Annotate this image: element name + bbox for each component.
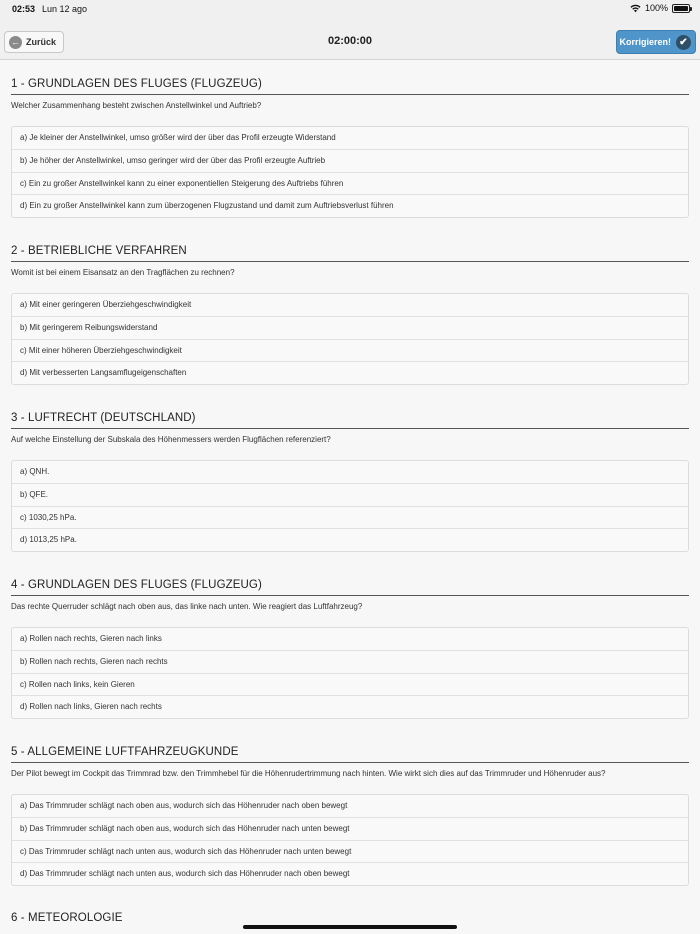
section-heading: 3 - LUFTRECHT (DEUTSCHLAND) xyxy=(11,412,689,429)
status-bar xyxy=(0,0,700,20)
answer-list xyxy=(11,460,689,552)
correct-button[interactable] xyxy=(616,30,696,54)
question-text: Der Pilot bewegt im Cockpit das Trimmrad bzw. den Trimmhebel für die Höhenrudertrimmung nach hinten. Wie wirkt sich dies auf das Trimmruder und Höhenruder aus? xyxy=(11,769,606,778)
status-time: 02:53 xyxy=(12,4,36,14)
question-text: Auf welche Einstellung der Subskala des Höhenmessers werden Flugflächen referenziert? xyxy=(11,435,331,444)
answer-option-d[interactable]: d) Rollen nach links, Gieren nach rechts xyxy=(12,695,688,717)
answer-option-a[interactable]: a) Rollen nach rechts, Gieren nach links xyxy=(20,634,162,643)
nav-bar xyxy=(0,20,700,60)
answer-option-d[interactable]: d) Ein zu großer Anstellwinkel kann zum überzogenen Flugzustand und damit zum Auftriebsverlust führen xyxy=(12,194,688,216)
answer-option-b[interactable]: b) Rollen nach rechts, Gieren nach rechts xyxy=(12,650,688,672)
back-button-label: Zurück xyxy=(26,37,57,47)
correct-button-label: Korrigieren! xyxy=(619,37,671,47)
answer-option-d[interactable]: d) Mit verbesserten Langsamflugeigenschaften xyxy=(12,361,688,383)
answer-option-a[interactable]: a) QNH. xyxy=(20,467,50,476)
status-right xyxy=(630,3,690,13)
status-date: Lun 12 ago xyxy=(42,4,88,14)
answer-option-b[interactable]: b) QFE. xyxy=(12,483,688,505)
answer-option-a[interactable]: a) Je kleiner der Anstellwinkel, umso größer wird der über das Profil erzeugte Widerstand xyxy=(20,133,336,142)
answer-list xyxy=(11,794,689,886)
answer-list xyxy=(11,627,689,719)
section-heading: 5 - ALLGEMEINE LUFTFAHRZEUGKUNDE xyxy=(11,746,689,763)
question-section-5 xyxy=(11,746,689,886)
home-indicator[interactable] xyxy=(243,925,457,929)
answer-option-b[interactable]: b) Je höher der Anstellwinkel, umso geringer wird der über das Profil erzeugte Auftrieb xyxy=(12,149,688,171)
answer-option-c[interactable]: c) Ein zu großer Anstellwinkel kann zu einer exponentiellen Steigerung des Auftriebs führen xyxy=(12,172,688,194)
battery-icon xyxy=(672,4,690,13)
answer-option-c[interactable]: c) Das Trimmruder schlägt nach unten aus, wodurch sich das Höhenruder nach unten bewegt xyxy=(12,840,688,862)
answer-option-a[interactable]: a) Das Trimmruder schlägt nach oben aus, wodurch sich das Höhenruder nach oben bewegt xyxy=(20,801,348,810)
answer-option-c[interactable]: c) 1030,25 hPa. xyxy=(12,506,688,528)
question-section-4 xyxy=(11,579,689,719)
question-section-1 xyxy=(11,78,689,218)
question-section-2 xyxy=(11,245,689,385)
answer-option-c[interactable]: c) Rollen nach links, kein Gieren xyxy=(12,673,688,695)
checkmark-icon: ✔ xyxy=(676,35,691,50)
question-text: Das rechte Querruder schlägt nach oben aus, das linke nach unten. Wie reagiert das Luftfahrzeug? xyxy=(11,602,363,611)
answer-list xyxy=(11,126,689,218)
section-heading: 4 - GRUNDLAGEN DES FLUGES (FLUGZEUG) xyxy=(11,579,689,596)
answer-option-c[interactable]: c) Mit einer höheren Überziehgeschwindigkeit xyxy=(12,339,688,361)
section-heading: 1 - GRUNDLAGEN DES FLUGES (FLUGZEUG) xyxy=(11,78,689,95)
question-text: Womit ist bei einem Eisansatz an den Tragflächen zu rechnen? xyxy=(11,268,235,277)
arrow-left-icon: ← xyxy=(11,36,20,47)
exam-timer: 02:00:00 xyxy=(327,35,373,47)
question-text: Welcher Zusammenhang besteht zwischen Anstellwinkel und Auftrieb? xyxy=(11,101,262,110)
battery-percent: 100% xyxy=(644,3,668,13)
wifi-icon xyxy=(630,4,641,13)
answer-option-b[interactable]: b) Das Trimmruder schlägt nach oben aus, wodurch sich das Höhenruder nach unten bewegt xyxy=(12,817,688,839)
answer-option-b[interactable]: b) Mit geringerem Reibungswiderstand xyxy=(12,316,688,338)
question-section-3 xyxy=(11,412,689,552)
section-heading: 6 - METEOROLOGIE xyxy=(11,912,123,924)
answer-list xyxy=(11,293,689,385)
answer-option-d[interactable]: d) 1013,25 hPa. xyxy=(12,528,688,550)
answer-option-d[interactable]: d) Das Trimmruder schlägt nach unten aus, wodurch sich das Höhenruder nach oben bewegt xyxy=(12,862,688,884)
section-heading: 2 - BETRIEBLICHE VERFAHREN xyxy=(11,245,689,262)
answer-option-a[interactable]: a) Mit einer geringeren Überziehgeschwindigkeit xyxy=(20,300,192,309)
